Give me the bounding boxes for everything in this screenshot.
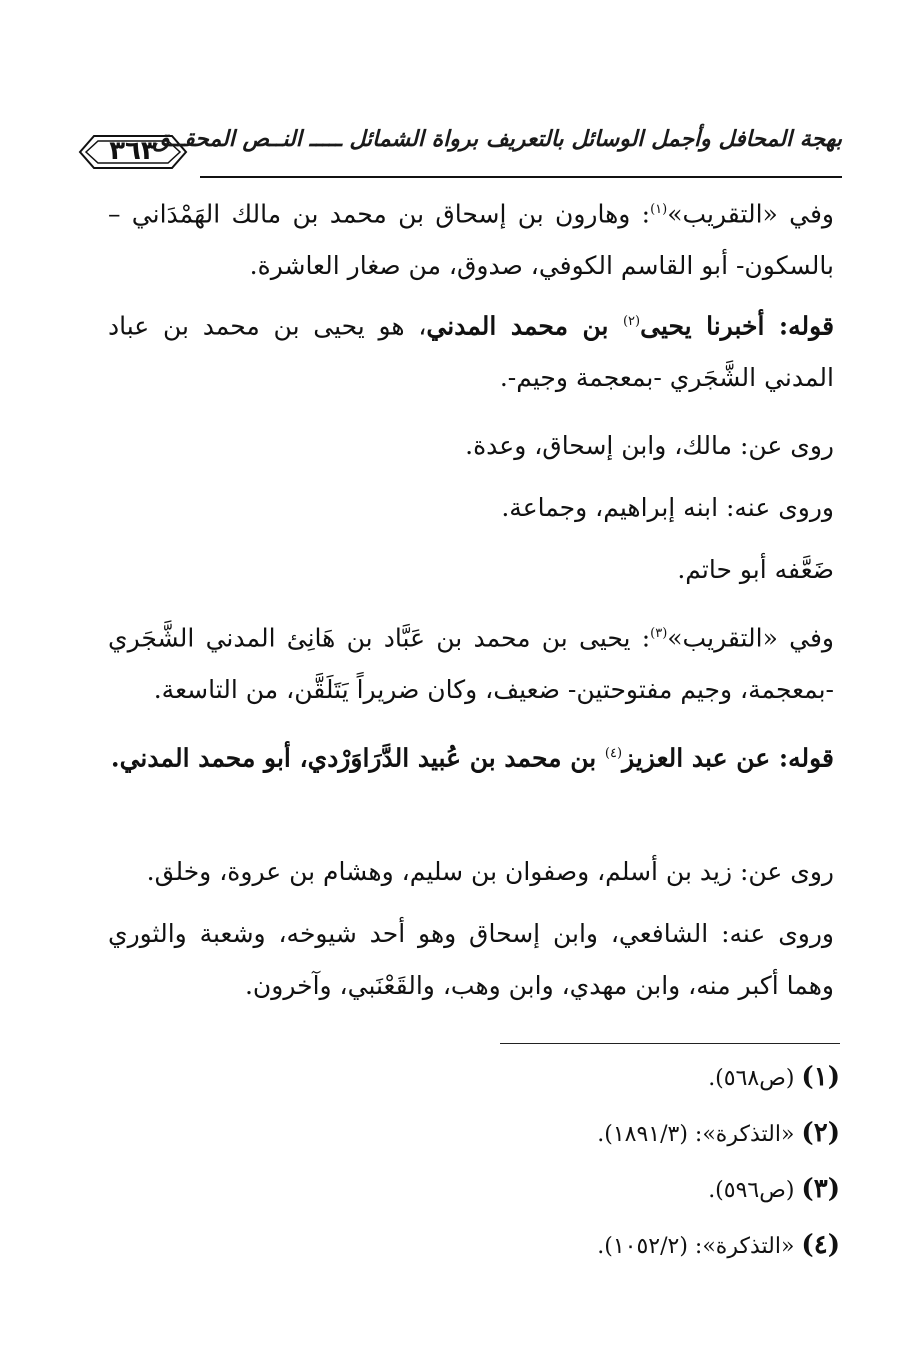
paragraph-4 (108, 482, 834, 534)
paragraph-1 (108, 184, 834, 292)
paragraph-9 (108, 908, 834, 1012)
body-text: ، هو يحيى بن محمد بن عباد المدني الشَّجَري -بمعجمة وجيم-. (108, 311, 834, 393)
body-text: وفي «التقريب» (667, 623, 834, 653)
paragraph-2 (108, 296, 834, 404)
bold-text: قوله: أخبرنا يحيى (640, 311, 835, 341)
body-text: وروى عنه: الشافعي، وابن إسحاق وهو أحد شيوخه، وشعبة والثوري وهما أكبر منه، وابن مهدي، وابن وهب، والقَعْنَبي، وآخرون. (108, 919, 834, 1000)
body-text: وروى عنه: ابنه إبراهيم، وجماعة. (501, 493, 834, 522)
footnote-1: (١) (ص٥٦٨). (708, 1062, 840, 1092)
footnote-ref: (٤) (604, 746, 623, 761)
paragraph-8 (108, 846, 834, 898)
bold-text: بن محمد بن عُبيد الدَّرَاوَرْدي، أبو محمد المدني. (110, 743, 605, 773)
running-header-title: بهجة المحافل وأجمل الوسائل بالتعريف برواة الشمائل ـــــ النــص المحقــق (152, 126, 842, 152)
paragraph-6 (108, 608, 834, 716)
bold-text: بن محمد المدني (426, 311, 623, 341)
footnote-ref: (٢) (622, 314, 641, 329)
body-text: ضَعَّفه أبو حاتم. (677, 555, 834, 584)
bold-text: قوله: عن عبد العزيز (622, 743, 834, 773)
page-number: ٣٦٣ (109, 136, 157, 166)
footnotes (400, 1050, 840, 1274)
body-text: روى عن: زيد بن أسلم، وصفوان بن سليم، وهشام بن عروة، وخلق. (146, 857, 834, 886)
footnote-ref: (٣) (650, 626, 668, 641)
footnote-divider (500, 1043, 840, 1044)
footnote-4: (٤) «التذكرة»: (١٠٥٢/٢). (597, 1230, 840, 1260)
body-text: وفي «التقريب» (667, 199, 834, 229)
body-text: روى عن: مالك، وابن إسحاق، وعدة. (465, 431, 834, 460)
footnote-3: (٣) (ص٥٩٦). (708, 1174, 840, 1204)
paragraph-5 (108, 544, 834, 596)
body-text: : يحيى بن محمد بن عَبَّاد بن هَانِئ المدني الشَّجَري -بمعجمة، وجيم مفتوحتين- ضعيف، وكان ضريراً يَتَلَقَّن، من التاسعة. (108, 623, 834, 705)
body-text: : وهارون بن إسحاق بن محمد بن مالك الهَمْدَاني – بالسكون- أبو القاسم الكوفي، صدوق، من صغار العاشرة. (108, 199, 834, 281)
paragraph-7 (108, 728, 834, 784)
footnote-ref: (١) (650, 202, 668, 217)
page-header (70, 118, 842, 184)
paragraph-3 (108, 420, 834, 472)
header-divider (200, 176, 842, 178)
footnote-2: (٢) «التذكرة»: (١٨٩١/٣). (597, 1118, 840, 1148)
